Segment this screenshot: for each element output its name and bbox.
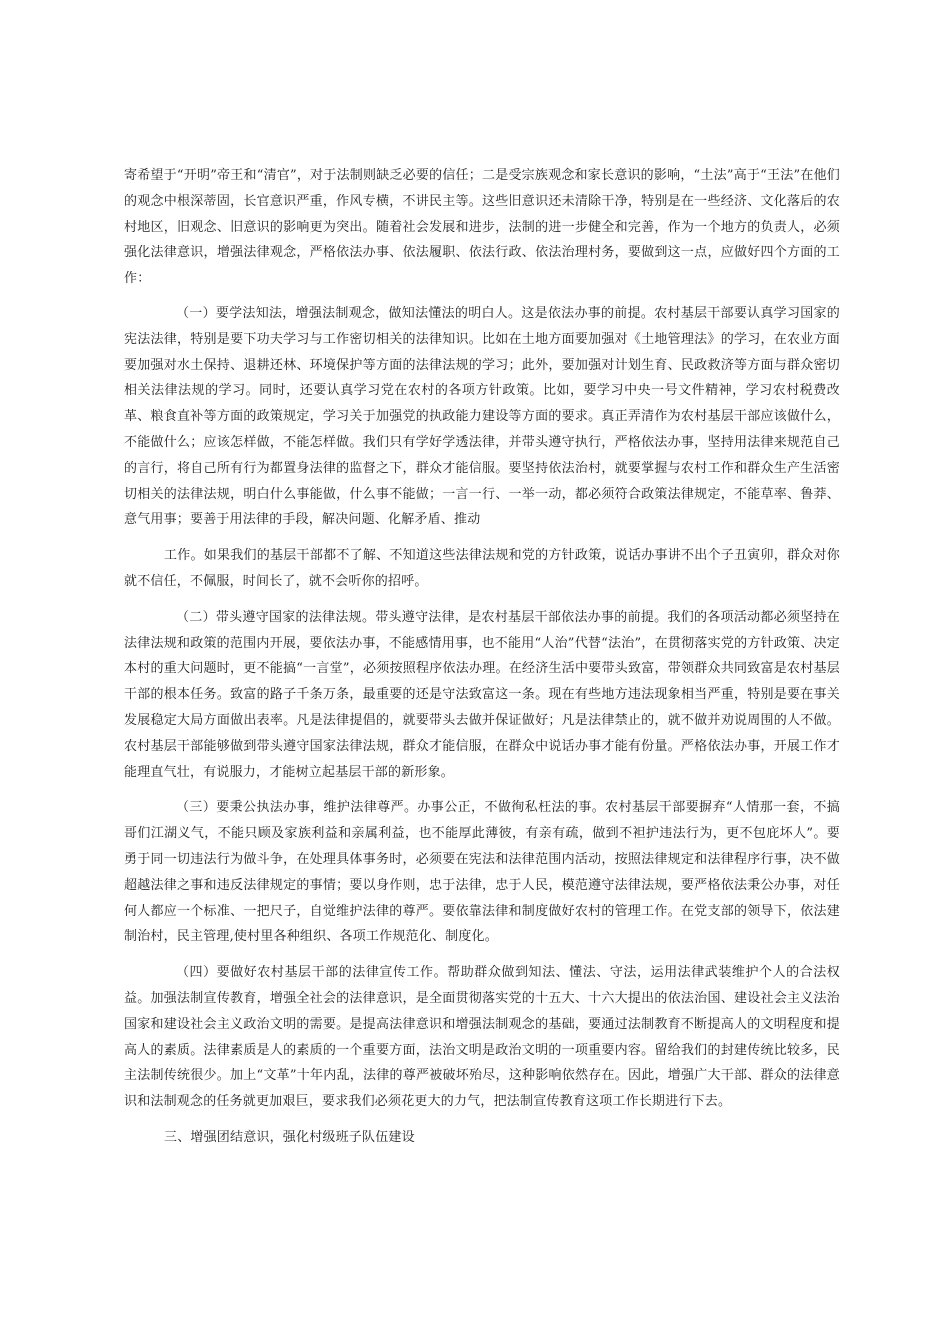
paragraph-section-4: （四）要做好农村基层干部的法律宣传工作。帮助群众做到知法、懂法、守法，运用法律武装维护个人的合法权益。加强法制宣传教育，增强全社会的法律意识，是全面贯彻落实党的十五大、十六大提出的依法治国、建设社会主义法治国家和建设社会主义政治文明的需要。是提高法律意识和增强法制观念的基础，要通过法制教育不断提高人的文明程度和提高人的素质。法律素质是人的素质的一个重要方面，法治文明是政治文明的一项重要内容。留给我们的封建传统比较多，民主法制传统很少。加上“文革”十年内乱，法律的尊严被破坏殆尽，这种影响依然存在。因此，增强广大干部、群众的法律意识和法制观念的任务就更加艰巨，要求我们必须花更大的力气，把法制宣传教育这项工作长期进行下去。 <box>124 965 840 1110</box>
paragraph-intro-continued: 寄希望于“开明”帝王和“清官”，对于法制则缺乏必要的信任；二是受宗族观念和家长意识的影响，“土法”高于“王法”在他们的观念中根深蒂固，长官意识严重，作风专横，不讲民主等。这些旧意识还未清除干净，特别是在一些经济、文化落后的农村地区，旧观念、旧意识的影响更为突出。随着社会发展和进步，法制的进一步健全和完善，作为一个地方的负责人，必须强化法律意识，增强法律观念，严格依法办事、依法履职、依法行政、依法治理村务，要做到这一点，应做好四个方面的工作： <box>124 168 840 287</box>
paragraph-section-1-continued: 工作。如果我们的基层干部都不了解、不知道这些法律法规和党的方针政策，说话办事讲不出个子丑寅卯，群众对你就不信任，不佩服，时间长了，就不会听你的招呼。 <box>124 548 840 589</box>
paragraph-section-1: （一）要学法知法，增强法制观念，做知法懂法的明白人。这是依法办事的前提。农村基层干部要认真学习国家的宪法法律，特别是要下功夫学习与工作密切相关的法律知识。比如在土地方面要加强对《土地管理法》的学习，在农业方面要加强对水土保持、退耕还林、环境保护等方面的法律法规的学习；此外，要加强对计划生育、民政救济等方面与群众密切相关法律法规的学习。同时，还要认真学习党在农村的各项方针政策。比如，要学习中央一号文件精神，学习农村税费改革、粮食直补等方面的政策规定，学习关于加强党的执政能力建设等方面的要求。真正弄清作为农村基层干部应该做什么，不能做什么；应该怎样做，不能怎样做。我们只有学好学透法律，并带头遵守执行，严格依法办事，坚持用法律来规范自己的言行，将自己所有行为都置身法律的监督之下，群众才能信服。要坚持依法治村，就要掌握与农村工作和群众生产生活密切相关的法律法规，明白什么事能做，什么事不能做；一言一行、一举一动，都必须符合政策法律规定，不能草率、鲁莽、意气用事；要善于用法律的手段，解决问题、化解矛盾、推动 <box>124 305 840 528</box>
section-heading-3: 三、增强团结意识，强化村级班子队伍建设 <box>164 1129 415 1145</box>
document-page <box>124 163 840 1151</box>
paragraph-section-2: （二）带头遵守国家的法律法规。带头遵守法律，是农村基层干部依法办事的前提。我们的各项活动都必须坚持在法律法规和政策的范围内开展，要依法办事，不能感情用事，也不能用“人治”代替“法治”，在贯彻落实党的方针政策、决定本村的重大问题时，更不能搞“一言堂”，必须按照程序依法办理。在经济生活中要带头致富，带领群众共同致富是农村基层干部的根本任务。致富的路子千条万条，最重要的还是守法致富这一条。现在有些地方违法现象相当严重，特别是要在事关发展稳定大局方面做出表率。凡是法律提倡的，就要带头去做并保证做好；凡是法律禁止的，就不做并劝说周围的人不做。农村基层干部能够做到带头遵守国家法律法规，群众才能信服，在群众中说话办事才能有份量。严格依法办事，开展工作才能理直气壮，有说服力，才能树立起基层干部的新形象。 <box>124 609 840 780</box>
paragraph-section-3: （三）要秉公执法办事，维护法律尊严。办事公正，不做徇私枉法的事。农村基层干部要摒弃“人情那一套，不搞哥们江湖义气，不能只顾及家族利益和亲属利益，也不能厚此薄彼，有亲有疏，做到不袒护违法行为，更不包庇坏人”。要勇于同一切违法行为做斗争，在处理具体事务时，必须要在宪法和法律范围内活动，按照法律规定和法律程序行事，决不做超越法律之事和违反法律规定的事情；要以身作则，忠于法律，忠于人民，模范遵守法律法规，要严格依法秉公办事，对任何人都应一个标准、一把尺子，自觉维护法律的尊严。要依靠法律和制度做好农村的管理工作。在党支部的领导下，依法建制治村，民主管理,使村里各种组织、各项工作规范化、制度化。 <box>124 800 840 945</box>
